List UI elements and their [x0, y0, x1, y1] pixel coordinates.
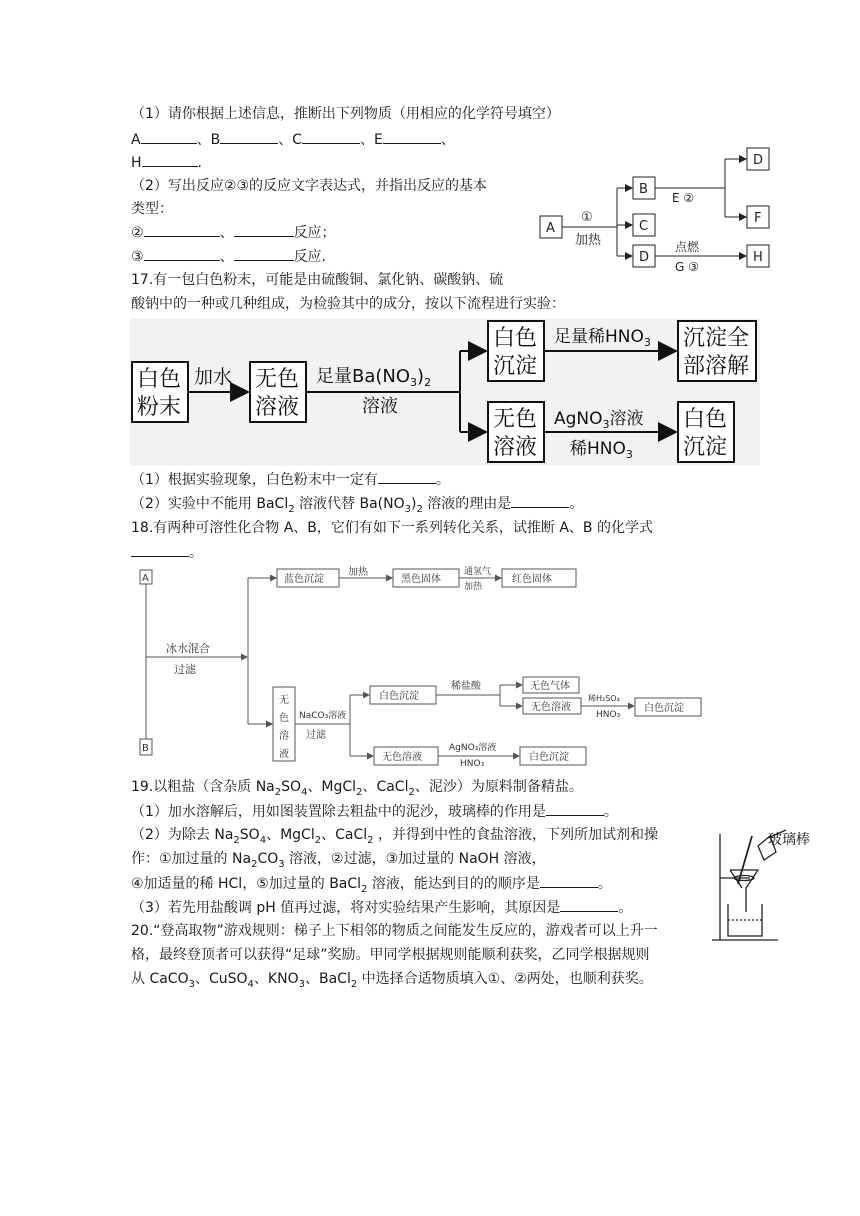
label-h: H — [131, 155, 142, 171]
filter2-label: 过滤 — [306, 730, 326, 741]
reaction3-num: ③ — [131, 249, 144, 265]
sub: 3 — [188, 978, 195, 990]
text: 、泥沙）为原料制备精盐。 — [414, 779, 583, 795]
dissolve-1: 沉淀全 — [683, 326, 750, 351]
q19-p2-line3 — [131, 873, 612, 900]
q19-p3 — [131, 897, 632, 918]
blank-a[interactable] — [141, 129, 197, 144]
text: CO — [257, 851, 279, 867]
q17-part2-text-d: 溶液的理由是 — [422, 496, 512, 512]
blank-q19-2[interactable] — [540, 873, 598, 888]
sub: 2 — [288, 503, 295, 515]
sub: 2 — [350, 978, 358, 990]
heat-label: 加热 — [575, 233, 602, 248]
node-h-label: H — [753, 250, 763, 265]
blank-q19-1[interactable] — [546, 801, 604, 816]
text: 、CaCl — [321, 827, 368, 843]
text: 作：①加过量的 Na — [131, 851, 252, 867]
q19-p1-text: （1）加水溶解后，用如图装置除去粗盐中的泥沙，玻璃棒的作用是 — [131, 804, 546, 820]
q17-stem-text: 17.有一包白色粉末，可能是由硫酸铜、氯化钠、碳酸钠、硫 — [131, 272, 504, 288]
red-solid-label: 红色固体 — [512, 574, 552, 585]
white-powder-2: 粉末 — [137, 395, 182, 420]
ppt-1: 白色 — [493, 326, 538, 351]
q17-part1 — [131, 469, 450, 490]
result-1: 白色 — [683, 407, 728, 432]
q20-line3 — [131, 969, 653, 995]
text: 从 CaCO — [131, 971, 189, 987]
g-label: G ③ — [675, 260, 699, 274]
text: 溶液，能达到目的的顺序是 — [367, 876, 540, 892]
sub: 2 — [314, 834, 322, 846]
q16-part1-text: （1）请你根据上述信息，推断出下列物质（用相应的化学符号填空） — [131, 106, 560, 122]
reaction-tail: 反应. — [293, 249, 327, 265]
text: 、CaCl — [362, 779, 409, 795]
blank-r2-type[interactable] — [234, 222, 294, 237]
white3-label: 白色沉淀 — [529, 752, 569, 763]
label-b: 、B — [196, 132, 221, 148]
end: 。 — [603, 804, 618, 820]
q17-part2-text-a: （2）实验中不能用 BaCl — [131, 496, 289, 512]
ignite-label: 点燃 — [675, 240, 700, 254]
label-c: 、C — [278, 132, 302, 148]
text: SO — [239, 827, 260, 843]
label-sep: 、 — [440, 132, 455, 148]
sub: 2 — [274, 786, 282, 798]
sub: 4 — [247, 978, 254, 990]
glass-rod-label: 玻璃棒 — [768, 832, 810, 848]
node-f-label: F — [754, 211, 762, 226]
sub: 4 — [301, 786, 308, 798]
glass-rod — [738, 836, 752, 884]
blank-q19-3[interactable] — [560, 897, 618, 912]
text: 溶液，②过滤，③加过量的 NaOH 溶液， — [284, 851, 546, 867]
white2-label: 白色沉淀 — [644, 703, 684, 714]
sub: 2 — [251, 858, 258, 870]
sub: 2 — [408, 786, 415, 798]
add-water: 加水 — [194, 366, 233, 388]
end: 。 — [618, 900, 633, 916]
sub: 3 — [404, 503, 412, 515]
heat2-label: 加热 — [464, 582, 483, 592]
blank-r2-eq[interactable] — [144, 222, 220, 237]
q17-stem-a — [131, 270, 503, 290]
sub: 2 — [367, 834, 374, 846]
white-powder-1: 白色 — [137, 367, 182, 392]
text: 、MgCl — [307, 779, 357, 795]
sol2-label: 无色溶液 — [531, 702, 571, 713]
q20-text-2: 格，最终登顶者可以获得“足球”奖励。甲同学根据规则能顺利获奖，乙同学根据规则 — [131, 947, 650, 963]
q18-stem-text: 18.有两种可溶性化合物 A、B，它们有如下一系列转化关系，试推断 A、B 的化学式 — [131, 520, 653, 536]
sub: 2 — [233, 834, 240, 846]
q18-stem — [131, 518, 653, 538]
text: 、KNO — [253, 971, 299, 987]
sol-char-2: 色 — [279, 713, 289, 724]
blank-q17-2[interactable] — [511, 493, 569, 508]
text: 、MgCl — [266, 827, 315, 843]
node-a-label: A — [546, 221, 555, 236]
q16-answer-row1 — [131, 129, 455, 150]
q16-part2-a — [131, 176, 487, 196]
q20-line1 — [131, 921, 658, 941]
text: SO — [281, 779, 302, 795]
end: 。 — [569, 496, 584, 512]
text: 、BaCl — [304, 971, 351, 987]
node-d-label: D — [639, 250, 650, 265]
q18-flowchart — [138, 565, 708, 770]
q17-flowchart — [130, 318, 760, 466]
solution-2: 溶液 — [255, 395, 300, 420]
text: （2）为除去 Na — [131, 827, 234, 843]
label-e: 、E — [359, 132, 383, 148]
sol3-label: 无色溶液 — [382, 752, 422, 763]
sub: 2 — [356, 786, 363, 798]
q19-p2-line2 — [131, 849, 546, 875]
h2-label: 通氢气 — [464, 567, 492, 577]
period: . — [197, 155, 202, 171]
node-c-label: C — [639, 219, 649, 234]
q16-reaction2 — [131, 222, 336, 243]
na2co3-label: NaCO₃溶液 — [299, 711, 347, 721]
hno3-label: HNO₃ — [596, 710, 621, 720]
sol-char-1: 无 — [279, 695, 289, 706]
reagent-solution: 溶液 — [362, 396, 398, 417]
q16-reaction3 — [131, 246, 326, 267]
q19-p3-text: （3）若先用盐酸调 pH 值再过滤，将对实验结果产生影响，其原因是 — [131, 900, 561, 916]
filter-label: 过滤 — [174, 663, 196, 676]
blank-q18[interactable] — [131, 542, 189, 557]
q16-part2-text: （2）写出反应②③的反应文字表达式，并指出反应的基本 — [131, 178, 488, 194]
q17-part2-text-c: ) — [411, 496, 417, 512]
hno3-label: 稀$HNO_3$ — [570, 439, 633, 461]
agno3-label: AgNO$_3$溶液 — [554, 409, 644, 431]
sub: 3 — [278, 858, 285, 870]
q16-diagram — [535, 146, 780, 276]
q17-stem-text2: 酸钠中的一种或几种组成，为检验其中的成分，按以下流程进行实验： — [131, 296, 565, 312]
heat-label: 加热 — [348, 567, 368, 578]
end: 。 — [597, 876, 612, 892]
result-2: 沉淀 — [683, 435, 728, 460]
label-a: A — [131, 132, 141, 148]
label-b: B — [142, 743, 149, 754]
sub: 4 — [259, 834, 267, 846]
q17-part2 — [131, 493, 583, 520]
q16-part2-type: 类型： — [131, 201, 173, 217]
q19-stem-text: 19.以粗盐（含杂质 Na — [131, 779, 275, 795]
ppt-2: 沉淀 — [493, 354, 538, 379]
blank-h[interactable] — [142, 152, 198, 167]
hno3b-label: HNO₃ — [460, 759, 485, 769]
text: ④加适量的稀 HCl，⑤加过量的 BaCl — [131, 876, 362, 892]
q16-part2-b — [131, 199, 173, 219]
blank-r3-type[interactable] — [234, 246, 294, 261]
sub: 2 — [416, 503, 423, 515]
sol-char-3: 溶 — [279, 731, 289, 742]
q19-p2 — [131, 825, 658, 851]
reaction2-num: ② — [131, 225, 144, 241]
q18-answer — [131, 542, 203, 563]
q20-line2 — [131, 945, 650, 965]
dissolve-2: 部溶解 — [683, 354, 750, 379]
label-a: A — [142, 573, 149, 584]
sol-char-4: 液 — [279, 749, 289, 760]
h2so4-label: 稀H₂SO₄ — [588, 694, 620, 703]
solution-1: 无色 — [255, 367, 300, 392]
end: 。 — [189, 545, 203, 561]
acid-label: 足量稀$HNO_3$ — [554, 327, 651, 349]
blank-b[interactable] — [220, 129, 278, 144]
hcl-label: 稀盐酸 — [451, 681, 481, 692]
text: 、CuSO — [194, 971, 248, 987]
q16-part1 — [131, 104, 560, 124]
e-label: E ② — [672, 191, 695, 205]
q16-answer-row2 — [131, 152, 202, 173]
blank-c[interactable] — [302, 129, 360, 144]
sep: 、 — [219, 249, 234, 265]
q20-text-1: 20.“登高取物”游戏规则：梯子上下相邻的物质之间能发生反应的，游戏者可以上升一 — [131, 923, 658, 939]
blank-q17-1[interactable] — [378, 469, 436, 484]
node-d-top-label: D — [753, 153, 764, 168]
sep: 、 — [219, 225, 234, 241]
end: 。 — [435, 472, 450, 488]
q17-part2-text-b: 溶液代替 Ba(NO — [294, 496, 405, 512]
node-b-label: B — [639, 182, 648, 197]
reagent-ba: 足量$Ba(NO_3)_2$ — [316, 366, 432, 389]
q17-stem-b — [131, 294, 565, 314]
blank-r3-eq[interactable] — [144, 246, 220, 261]
agno3-label: AgNO₃溶液 — [449, 743, 497, 753]
gas-label: 无色气体 — [530, 681, 570, 692]
black-solid-label: 黑色固体 — [401, 574, 441, 585]
q19-p1 — [131, 801, 618, 822]
step1-label: ① — [581, 210, 593, 225]
reaction-tail: 反应； — [293, 225, 336, 241]
filtrate-2: 溶液 — [493, 435, 538, 460]
filtrate-1: 无色 — [493, 407, 538, 432]
blue-ppt-label: 蓝色沉淀 — [284, 574, 324, 585]
sub: 2 — [361, 883, 368, 895]
text: ，并得到中性的食盐溶液，下列所加试剂和操 — [373, 827, 658, 843]
filtration-apparatus — [708, 824, 818, 946]
sub: 3 — [298, 978, 305, 990]
blank-e[interactable] — [383, 129, 441, 144]
q19-stem — [131, 777, 583, 803]
mix-label: 冰水混合 — [166, 642, 210, 655]
q17-part1-text: （1）根据实验现象，白色粉末中一定有 — [131, 472, 378, 488]
text: 中选择合适物质填入①、②两处，也顺利获奖。 — [357, 971, 653, 987]
white-ppt-label: 白色沉淀 — [379, 691, 419, 702]
